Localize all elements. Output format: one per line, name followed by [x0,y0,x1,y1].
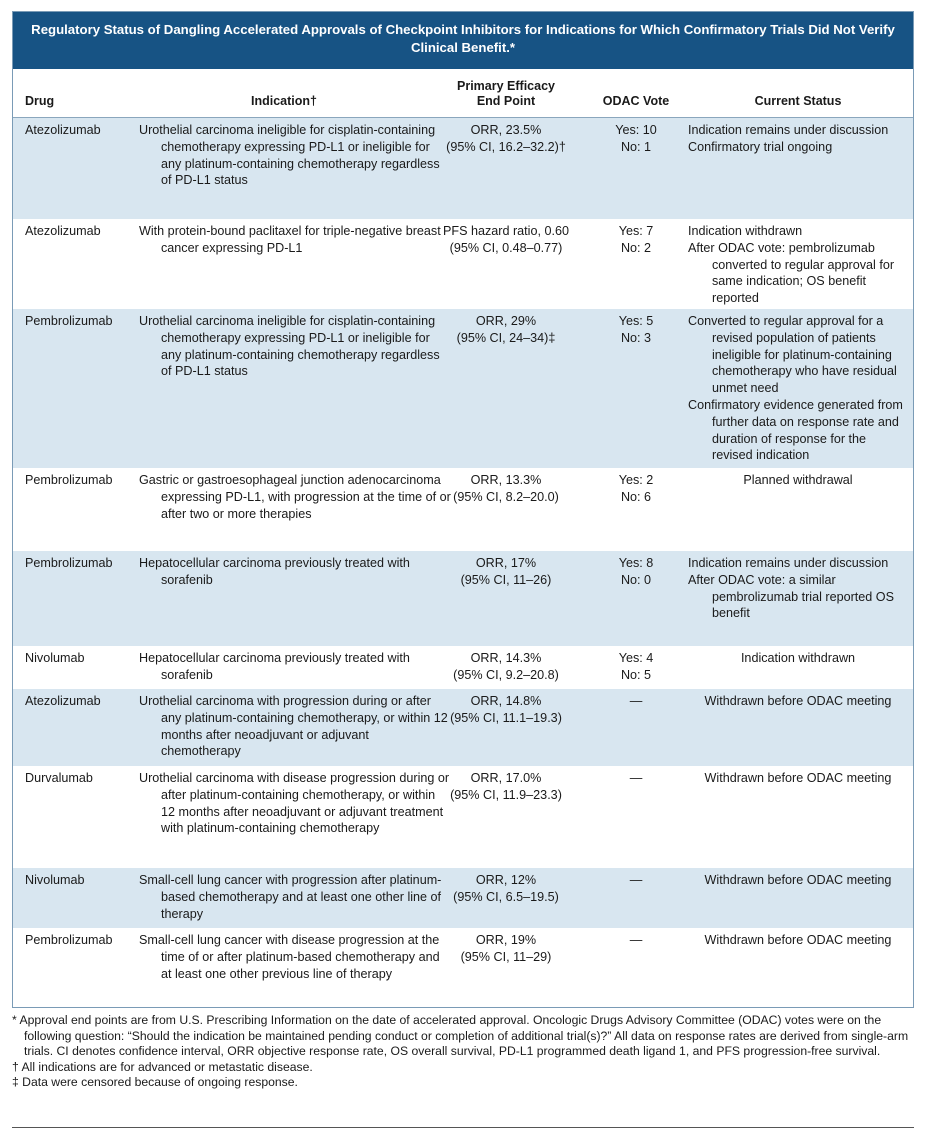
table-header [13,69,913,118]
efficacy-cell [431,313,581,347]
vote-cell [593,932,679,949]
efficacy-value: ORR, 29% [475,314,537,328]
efficacy-value: ORR, 14.8% [470,694,542,708]
efficacy-cell [431,770,581,804]
vote-dash: — [629,933,643,947]
vote-no: No: 3 [620,330,652,345]
table-row [13,868,913,928]
efficacy-cell [431,223,581,257]
indication-cell: Urothelial carcinoma ineligible for cisplatin-containing chemotherapy expressing PD-L1 or ineligible for any platinum-containing chemotherapy regardless of PD-L1 status [139,123,440,188]
indication-cell: Urothelial carcinoma with disease progression during or after platinum-containing chemotherapy, or within 12 months after neoadjuvant or adjuvant treatment with platinum-containing chemotherapy [139,771,450,836]
table-row [13,309,913,468]
table-row [13,118,913,219]
efficacy-value: ORR, 17% [475,556,537,570]
header-vote: ODAC Vote [602,94,670,108]
efficacy-ci: (95% CI, 24–34)‡ [456,330,556,345]
efficacy-ci: (95% CI, 11–26) [460,572,552,587]
table-row [13,689,913,766]
vote-no: No: 0 [620,572,652,587]
vote-cell [593,472,679,506]
status-cell [688,223,908,307]
bottom-rule [12,1127,914,1128]
status-line: After ODAC vote: pembrolizumab converted to regular approval for same indication; OS benefit reported [688,240,895,306]
status-cell [688,555,908,622]
vote-dash: — [629,694,643,708]
vote-cell [593,555,679,589]
vote-cell [593,223,679,257]
status-cell [688,932,908,949]
vote-no: No: 1 [620,139,652,154]
footnote-dagger: † All indications are for advanced or metastatic disease. [12,1059,313,1074]
vote-dash: — [629,873,643,887]
vote-yes: Yes: 7 [618,224,654,238]
header-efficacy-line1: Primary Efficacy [457,79,555,93]
efficacy-ci: (95% CI, 11–29) [460,949,552,964]
drug-cell: Nivolumab [25,651,85,665]
table-row [13,219,913,309]
efficacy-cell [431,472,581,506]
drug-cell: Atezolizumab [25,694,101,708]
status-cell [688,872,908,889]
status-line: Withdrawn before ODAC meeting [704,694,892,708]
vote-yes: Yes: 5 [618,314,654,328]
footnote-double-dagger: ‡ Data were censored because of ongoing response. [12,1075,298,1090]
efficacy-ci: (95% CI, 11.1–19.3) [450,710,562,725]
status-cell [688,472,908,489]
header-status: Current Status [754,94,842,108]
status-line: Confirmatory evidence generated from further data on response rate and duration of response for the revised indication [688,397,903,463]
table-frame [12,11,914,1008]
efficacy-ci: (95% CI, 6.5–19.5) [453,889,559,904]
efficacy-cell [431,555,581,589]
status-cell [688,650,908,667]
table-row [13,646,913,689]
indication-cell: Small-cell lung cancer with progression after platinum-based chemotherapy and at least one other line of therapy [139,873,442,921]
vote-yes: Yes: 8 [618,556,654,570]
status-line: Indication remains under discussion [688,123,889,137]
status-cell [688,313,908,464]
status-line: Planned withdrawal [743,473,853,487]
vote-no: No: 6 [620,489,652,504]
vote-cell [593,872,679,889]
vote-cell [593,770,679,787]
efficacy-cell [431,122,581,156]
header-efficacy [431,79,581,109]
drug-cell: Pembrolizumab [25,314,113,328]
indication-cell: Small-cell lung cancer with disease progression at the time of or after platinum-based chemotherapy and at least one other previous line of therapy [139,933,440,981]
efficacy-value: ORR, 12% [475,873,537,887]
vote-yes: Yes: 4 [618,651,654,665]
drug-cell: Pembrolizumab [25,473,113,487]
indication-cell: Urothelial carcinoma ineligible for cisplatin-containing chemotherapy expressing PD-L1 or ineligible for any platinum-containing chemotherapy regardless of PD-L1 status [139,314,440,379]
table-title: Regulatory Status of Dangling Accelerated Approvals of Checkpoint Inhibitors for Indications for Which Confirmatory Trials Did Not Verify Clinical Benefit.* [13,12,913,69]
header-efficacy-line2: End Point [476,94,536,108]
status-line: Indication remains under discussion [688,556,889,570]
drug-cell: Atezolizumab [25,224,101,238]
footnotes [12,1013,914,1091]
efficacy-ci: (95% CI, 11.9–23.3) [450,787,562,802]
efficacy-ci: (95% CI, 16.2–32.2)† [446,139,566,154]
efficacy-value: PFS hazard ratio, 0.60 [442,224,569,238]
status-line: Confirmatory trial ongoing [688,139,833,154]
indication-cell: Urothelial carcinoma with progression during or after any platinum-containing chemotherapy, or within 12 months after neoadjuvant or adjuvant chemotherapy [139,694,448,759]
header-drug: Drug [25,94,55,108]
efficacy-cell [431,872,581,906]
status-line: Withdrawn before ODAC meeting [704,873,892,887]
drug-cell: Nivolumab [25,873,85,887]
status-line: Indication withdrawn [740,651,856,665]
vote-yes: Yes: 2 [618,473,654,487]
status-line: Withdrawn before ODAC meeting [704,771,892,785]
status-line: Converted to regular approval for a revised population of patients ineligible for platinum-containing chemotherapy who have residual unmet need [688,314,897,396]
status-line: After ODAC vote: a similar pembrolizumab trial reported OS benefit [688,572,894,621]
efficacy-cell [431,932,581,966]
status-cell [688,693,908,710]
drug-cell: Atezolizumab [25,123,101,137]
drug-cell: Pembrolizumab [25,556,113,570]
status-line: Withdrawn before ODAC meeting [704,933,892,947]
status-cell [688,770,908,787]
efficacy-value: ORR, 13.3% [470,473,542,487]
efficacy-value: ORR, 19% [475,933,537,947]
table-row [13,766,913,868]
efficacy-value: ORR, 23.5% [470,123,542,137]
footnote-star: * Approval end points are from U.S. Prescribing Information on the date of accelerated approval. Oncologic Drugs Advisory Committee (ODAC) votes were on the following question: “Should the indication be maintained pending conduct or completion of additional trial(s)?” All data on response rates are derived from single-arm trials. CI denotes confidence interval, ORR objective response rate, OS overall survival, PD-L1 programmed death ligand 1, and PFS progression-free survival. [12,1013,909,1059]
efficacy-ci: (95% CI, 9.2–20.8) [453,667,559,682]
vote-cell [593,650,679,684]
efficacy-ci: (95% CI, 8.2–20.0) [453,489,559,504]
efficacy-value: ORR, 14.3% [470,651,542,665]
table-row [13,468,913,551]
indication-cell: Gastric or gastroesophageal junction adenocarcinoma expressing PD-L1, with progression at the time of or after two or more therapies [139,473,451,521]
indication-cell: With protein-bound paclitaxel for triple-negative breast cancer expressing PD-L1 [139,224,441,255]
vote-no: No: 5 [620,667,652,682]
vote-cell [593,122,679,156]
status-line: Indication withdrawn [688,224,803,238]
efficacy-value: ORR, 17.0% [470,771,542,785]
table-row [13,551,913,646]
table-row [13,928,913,1008]
status-cell [688,122,908,156]
indication-cell: Hepatocellular carcinoma previously treated with sorafenib [139,651,410,682]
header-indication: Indication† [251,94,317,108]
efficacy-ci: (95% CI, 0.48–0.77) [449,240,563,255]
drug-cell: Pembrolizumab [25,933,113,947]
efficacy-cell [431,650,581,684]
vote-no: No: 2 [620,240,652,255]
drug-cell: Durvalumab [25,771,93,785]
vote-cell [593,313,679,347]
vote-dash: — [629,771,643,785]
efficacy-cell [431,693,581,727]
vote-yes: Yes: 10 [615,123,657,137]
indication-cell: Hepatocellular carcinoma previously treated with sorafenib [139,556,410,587]
vote-cell [593,693,679,710]
